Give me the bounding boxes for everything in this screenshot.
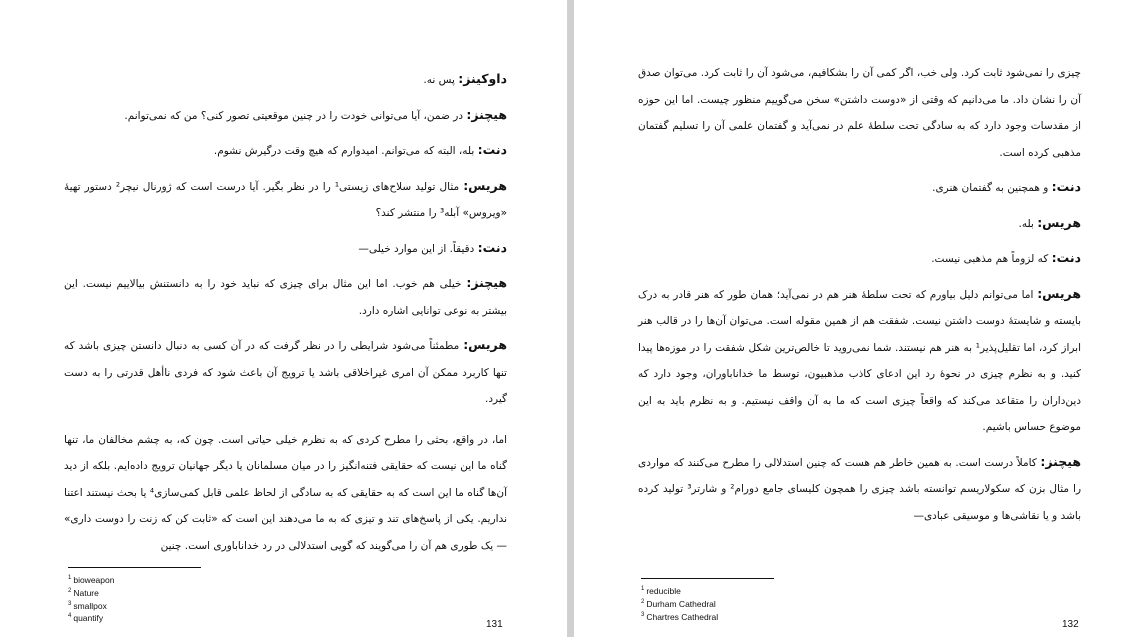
dialogue-paragraph (64, 427, 507, 560)
footnote (68, 611, 114, 624)
speaker-name: دنت: (1051, 179, 1081, 194)
right-page (574, 0, 1144, 637)
speaker-name: هریس: (463, 337, 507, 352)
footnote (641, 584, 718, 597)
footnote-text: Nature (73, 587, 99, 598)
dialogue-paragraph (638, 245, 1081, 273)
footnote-text: quantify (73, 613, 104, 624)
dialogue-paragraph (638, 60, 1081, 166)
dialogue-text: بله، البته که می‌توانم. امیدوارم که هیچ وقت درگیرش نشوم. (213, 145, 478, 157)
footnote-text: Chartres Cathedral (646, 611, 719, 622)
speaker-name: هیچنز: (466, 275, 507, 290)
dialogue-paragraph (638, 281, 1081, 441)
footnote-number: 1 (68, 575, 72, 581)
dialogue-paragraph (64, 235, 507, 263)
footnote-rule (68, 567, 201, 568)
dialogue-text: پس نه. (423, 74, 459, 86)
footnotes (68, 573, 114, 624)
dialogue-text: بله. (1018, 217, 1038, 230)
dialogue-text: مثال تولید سلاح‌های زیستی¹ را در نظر بگیر. آیا درست است که ژورنال نیچر² دستور تهیهٔ «ویروس» آبله³ را منتشر کند؟ (64, 180, 507, 219)
footnote-text: smallpox (73, 600, 107, 611)
footnote-text: reducible (646, 585, 681, 596)
dialogue-text: اما، در واقع، بحثی را مطرح کردی که به نظرم خیلی حیاتی است. چون که، به چشم مخالفان ما، تنها گناه ما این نیست که حقایقی فتنه‌انگیز را در میان مسلمانان یا دیگر جهانیان ترویج داده‌ایم. بلکه از دید آن‌ها گناه ما این است که به حقایقی که به سادگی از لحاظ علمی قابل کمی‌سازی⁴ یا بحث نیستند اعتنا نداریم. یکی از پاسخ‌های تند و تیزی که به ما می‌دهند این است که «ثابت کن که زنت را دوست داری» — یک طوری هم آن را می‌گویند که گویی استدلالی در رد خداناباوری است. چنین (64, 433, 507, 552)
speaker-name: داوکینز: (458, 71, 507, 86)
speaker-name: هیچنز: (1040, 453, 1081, 469)
speaker-name: دنت: (477, 239, 507, 255)
dialogue-text: خیلی هم خوب. اما این مثال برای چیزی که نباید خود را به دانستنش بیالاییم نیست. این بیشتر به نوعی توانایی اشاره دارد. (64, 278, 507, 317)
footnote-number: 2 (641, 598, 645, 605)
dialogue-paragraph (64, 270, 507, 324)
footnote (641, 610, 718, 623)
footnote-rule (641, 578, 774, 579)
footnote-text: Durham Cathedral (646, 598, 716, 609)
page-number: 132 (1062, 619, 1079, 630)
dialogue-paragraph (64, 102, 507, 130)
speaker-name: هریس: (463, 177, 507, 193)
dialogue-text: مطمئناً می‌شود شرایطی را در نظر گرفت که در آن کسی به دنبال دانستن چیزی باشد که تنها کاربرد ممکن آن امری غیراخلاقی باشد یا ترویج آن باعث شود که فردی ناأهل قدرتی را به دست گیرد. (64, 340, 507, 405)
footnote-text: bioweapon (73, 574, 115, 585)
dialogue-paragraph (638, 174, 1081, 202)
footnote-number: 2 (68, 587, 72, 594)
dialogue-paragraph (64, 173, 507, 227)
footnote (641, 597, 718, 610)
dialogue-text: چیزی را نمی‌شود ثابت کرد. ولی خب، اگر کمی آن را بشکافیم، می‌شود آن را ثابت کرد. می‌توان صدق آن را نشان داد. ما می‌دانیم که وقتی از «دوست داشتن» سخن می‌گوییم منظور چیست. اما این حوزه از مقدسات وجود دارد که به سادگی تحت سلطهٔ علم در نمی‌آید و گفتمان علمی آن را تسلیم گفتمان مذهبی کرده است. (638, 67, 1081, 159)
speaker-name: هریس: (1037, 285, 1081, 301)
dialogue-paragraph (638, 449, 1081, 530)
footnote-number: 3 (68, 600, 72, 607)
footnote (68, 573, 114, 586)
footnote (68, 599, 114, 612)
right-page-body (638, 60, 1081, 537)
left-page (0, 0, 567, 637)
dialogue-paragraph (638, 210, 1081, 238)
dialogue-text: که لزوماً هم مذهبی نیست. (931, 253, 1052, 265)
dialogue-text: و همچنین به گفتمان هنری. (932, 182, 1052, 194)
dialogue-text: در ضمن، آیا می‌توانی خودت را در چنین موقعیتی تصور کنی؟ من که نمی‌توانم. (124, 109, 467, 122)
footnote-number: 4 (68, 613, 72, 620)
footnote (68, 586, 114, 599)
footnote-number: 3 (641, 611, 645, 618)
speaker-name: هریس: (1037, 214, 1081, 230)
dialogue-text: دقیقاً. از این موارد خیلی— (358, 242, 478, 255)
dialogue-paragraph (64, 332, 507, 413)
page-gutter (567, 0, 574, 637)
speaker-name: هیچنز: (466, 106, 507, 122)
footnote-number: 1 (641, 586, 645, 592)
left-page-body (64, 66, 507, 567)
dialogue-paragraph (64, 137, 507, 165)
dialogue-paragraph (64, 66, 507, 94)
speaker-name: دنت: (1051, 250, 1081, 265)
speaker-name: دنت: (477, 142, 507, 157)
footnotes (641, 584, 718, 622)
dialogue-text: کاملاً درست است. به همین خاطر هم هست که چنین استدلالی را مطرح می‌کنند که مواردی را مثال بزن که سکولاریسم توانسته باشد چیزی را همچون کلیسای جامع دورام² و شارتر³ تولید کرده باشد و یا نقاشی‌ها و موسیقی عبادی— (638, 456, 1082, 522)
dialogue-text: اما می‌توانم دلیل بیاورم که تحت سلطهٔ هنر هم در نمی‌آید؛ همان طور که هنر قادر به درک بایسته و شایستهٔ دوست داشتن نیست. شفقت هم از همین مقوله است. می‌توان آن‌ها را در قالب هنر ابراز کرد، اما تقلیل‌پذیر¹ به هنر هم نیستند. شما نمی‌روید تا خالص‌ترین شکل شفقت را در موزه‌ها پیدا کنید. و به نظرم چیزی در نحوهٔ رد این ادعای کاذب مذهبیون، توسط ما خداناباوران، وجود دارد که دین‌داران را متقاعد می‌کند که واقعاً چیزی است که ما به آن واقف نیستیم. و به نظرم باید به این موضوع حساس باشیم. (638, 288, 1082, 433)
page-number: 131 (486, 619, 503, 630)
